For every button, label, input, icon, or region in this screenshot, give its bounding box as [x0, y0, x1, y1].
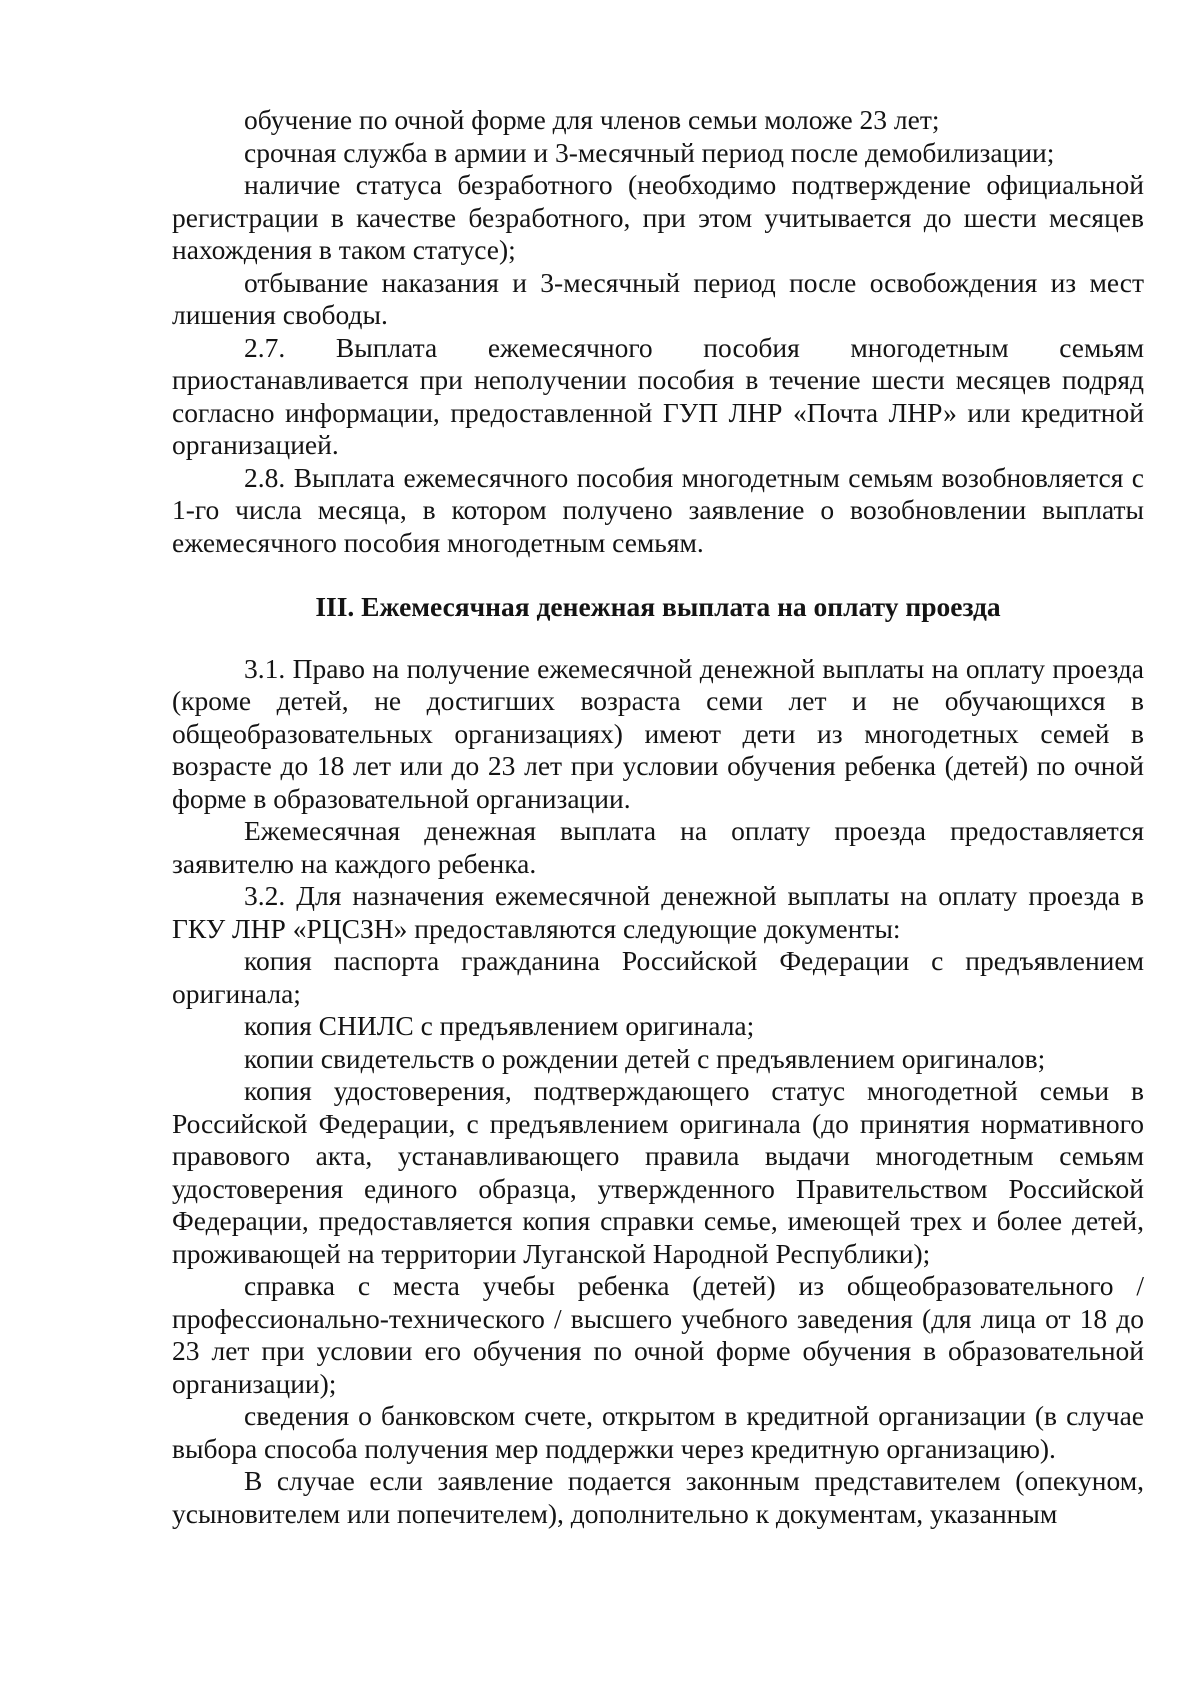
paragraph-birth-certificates: копии свидетельств о рождении детей с предъявлением оригиналов; [244, 1042, 1046, 1074]
paragraph-payment-per-child: Ежемесячная денежная выплата на оплату проезда предоставляется заявителю на каждого ребенка. [172, 815, 1144, 879]
paragraph-bank-account: сведения о банковском счете, открытом в кредитной организации (в случае выбора способа получения мер поддержки через кредитную организацию). [172, 1400, 1144, 1464]
paragraph-passport-copy: копия паспорта гражданина Российской Федерации с предъявлением оригинала; [172, 945, 1144, 1009]
paragraph-military-service: срочная служба в армии и 3-месячный период после демобилизации; [244, 136, 1055, 168]
paragraph-3-1: 3.1. Право на получение ежемесячной денежной выплаты на оплату проезда (кроме детей, не достигших возраста семи лет и не обучающихся в общеобразовательных организациях) имеют дети из многодетных семей в возрасте до 18 лет или до 23 лет при условии обучения ребенка (детей) по очной форме в образовательной организации. [172, 652, 1144, 814]
paragraph-full-time-study: обучение по очной форме для членов семьи моложе 23 лет; [244, 104, 940, 135]
paragraph-unemployed-status: наличие статуса безработного (необходимо подтверждение официальной регистрации в качестве безработного, при этом учитывается до шести месяцев нахождения в таком статусе); [172, 169, 1144, 265]
paragraph-study-certificate: справка с места учебы ребенка (детей) из общеобразовательного / профессионально-технического / высшего учебного заведения (для лица от 18 до 23 лет при условии его обучения по очной форме обучения в образовательной организации); [172, 1270, 1144, 1399]
paragraph-snils-copy: копия СНИЛС с предъявлением оригинала; [244, 1010, 755, 1041]
paragraph-3-2: 3.2. Для назначения ежемесячной денежной выплаты на оплату проезда в ГКУ ЛНР «РЦСЗН» предоставляются следующие документы: [172, 880, 1144, 944]
document-page [172, 104, 1144, 1530]
paragraph-2-8: 2.8. Выплата ежемесячного пособия многодетным семьям возобновляется с 1-го числа месяца, в котором получено заявление о возобновлении выплаты ежемесячного пособия многодетным семьям. [172, 461, 1144, 558]
section-heading: III. Ежемесячная денежная выплата на оплату проезда [315, 591, 1001, 622]
paragraph-large-family-certificate: копия удостоверения, подтверждающего статус многодетной семьи в Российской Федерации, с предъявлением оригинала (до принятия нормативного правового акта, устанавливающего правила выдачи многодетным семьям удостоверения единого образца, утвержденного Правительством Российской Федерации, предоставляется копия справки семье, имеющей трех и более детей, проживающей на территории Луганской Народной Республики); [172, 1075, 1144, 1269]
paragraph-serving-sentence: отбывание наказания и 3-месячный период после освобождения из мест лишения свободы. [172, 266, 1144, 330]
paragraph-2-7: 2.7. Выплата ежемесячного пособия многодетным семьям приостанавливается при неполучении пособия в течение шести месяцев подряд согласно информации, предоставленной ГУП ЛНР «Почта ЛНР» или кредитной организацией. [172, 331, 1144, 460]
paragraph-legal-representative: В случае если заявление подается законным представителем (опекуном, усыновителем или попечителем), дополнительно к документам, указанным [172, 1465, 1144, 1529]
